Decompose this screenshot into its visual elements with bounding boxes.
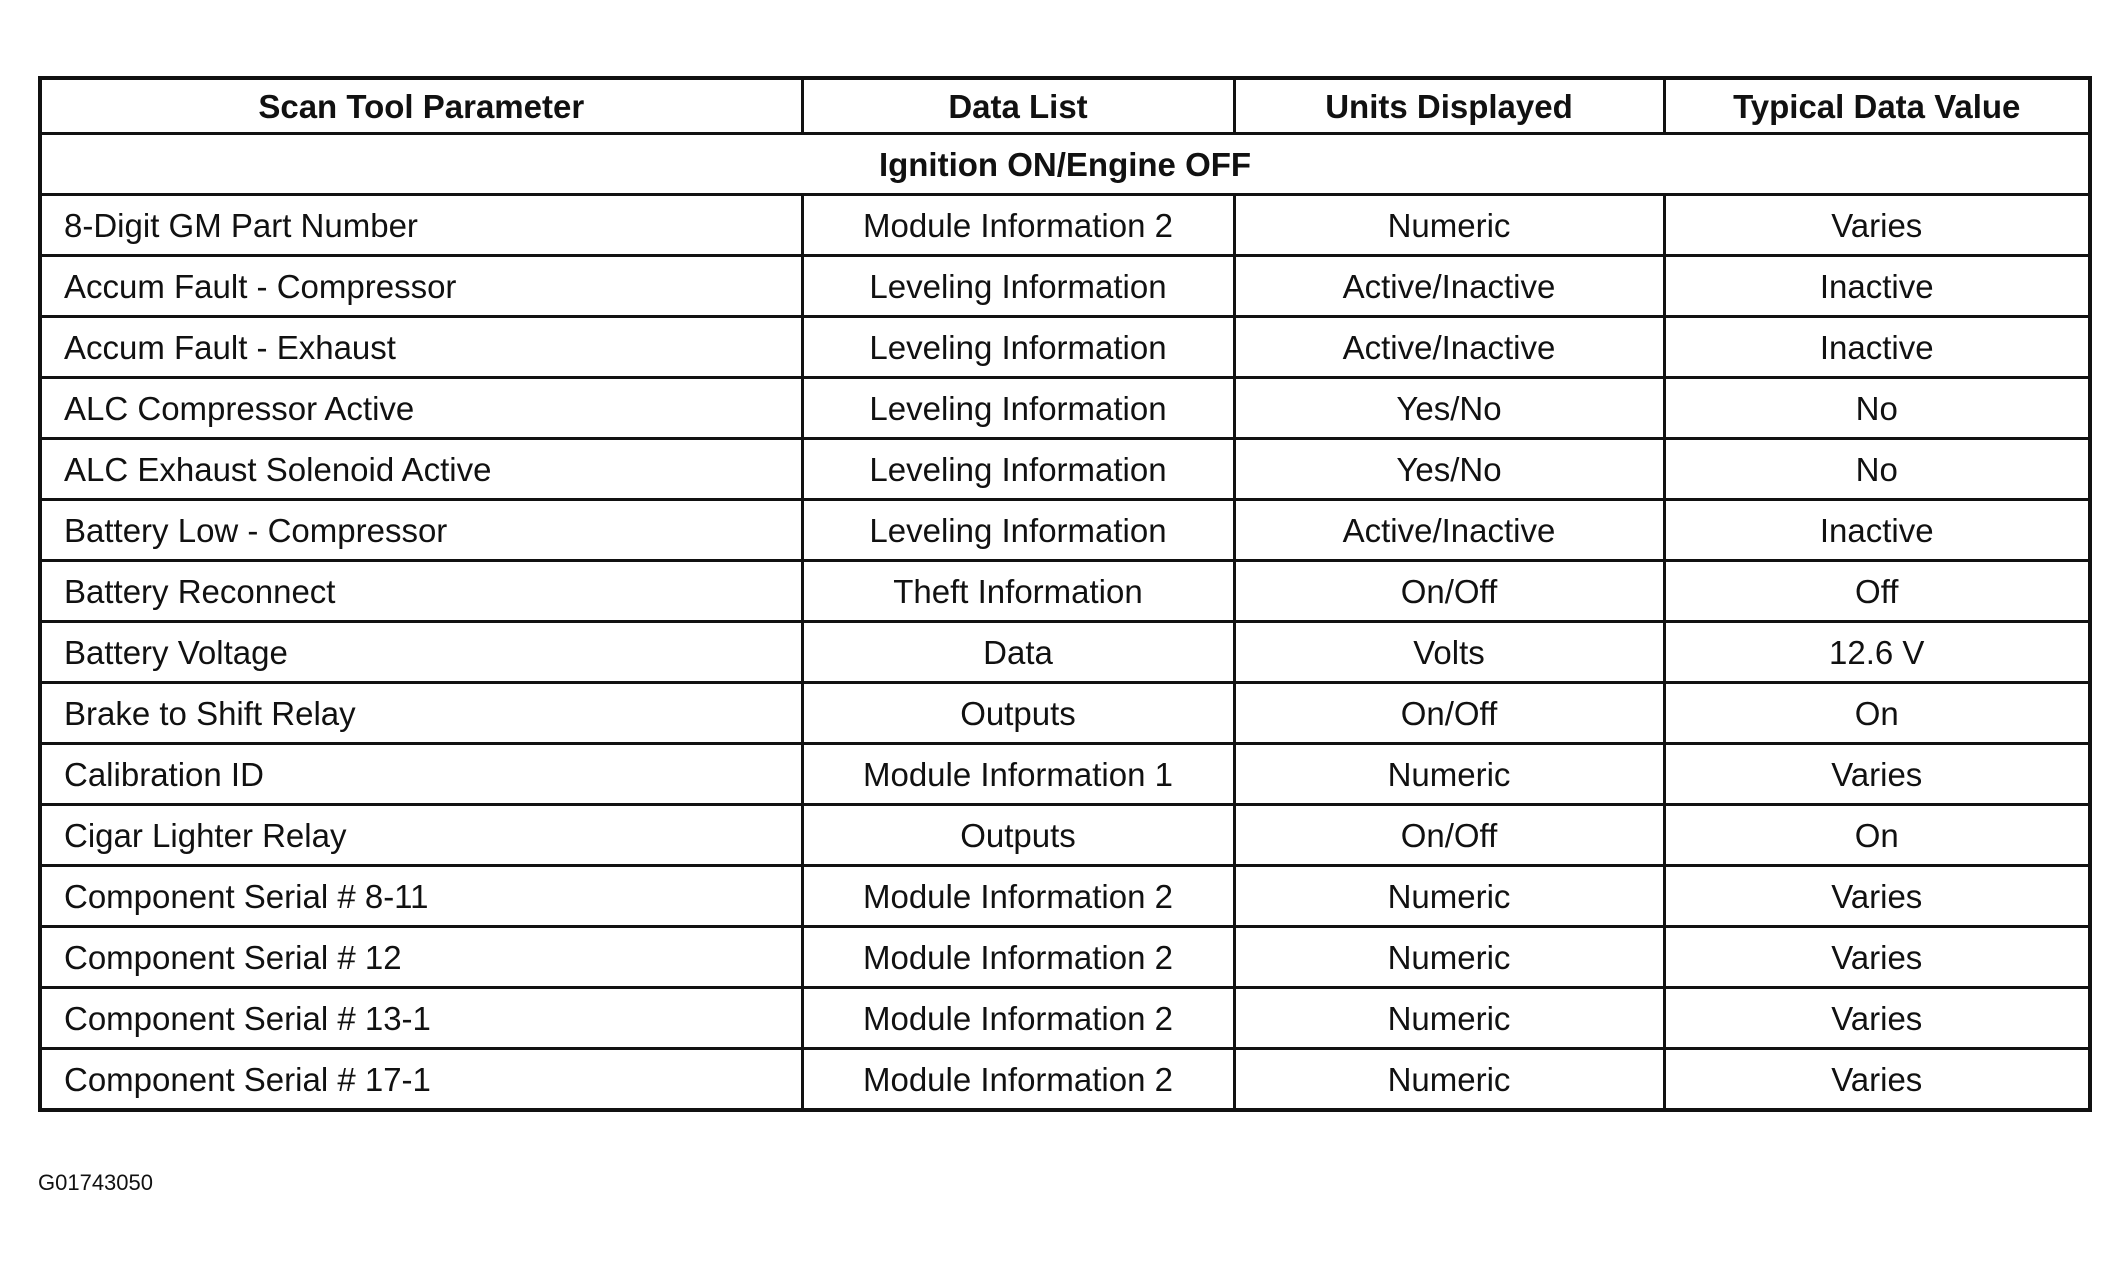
cell-units: Volts bbox=[1234, 622, 1664, 683]
cell-parameter: Battery Voltage bbox=[40, 622, 802, 683]
cell-parameter: ALC Compressor Active bbox=[40, 378, 802, 439]
section-title: Ignition ON/Engine OFF bbox=[40, 134, 2090, 195]
cell-typical-value: 12.6 V bbox=[1664, 622, 2090, 683]
cell-data-list: Leveling Information bbox=[802, 439, 1234, 500]
table-row bbox=[40, 500, 2090, 561]
cell-units: On/Off bbox=[1234, 805, 1664, 866]
cell-parameter: Battery Reconnect bbox=[40, 561, 802, 622]
cell-data-list: Data bbox=[802, 622, 1234, 683]
cell-parameter: Component Serial # 8-11 bbox=[40, 866, 802, 927]
cell-units: Numeric bbox=[1234, 988, 1664, 1049]
header-data-list: Data List bbox=[802, 78, 1234, 134]
cell-typical-value: Varies bbox=[1664, 866, 2090, 927]
cell-data-list: Leveling Information bbox=[802, 317, 1234, 378]
cell-parameter: Component Serial # 12 bbox=[40, 927, 802, 988]
cell-data-list: Outputs bbox=[802, 805, 1234, 866]
cell-units: Active/Inactive bbox=[1234, 256, 1664, 317]
cell-units: Numeric bbox=[1234, 195, 1664, 256]
table-row bbox=[40, 256, 2090, 317]
cell-data-list: Leveling Information bbox=[802, 500, 1234, 561]
cell-units: Numeric bbox=[1234, 927, 1664, 988]
header-units-displayed: Units Displayed bbox=[1234, 78, 1664, 134]
section-row bbox=[40, 134, 2090, 195]
cell-typical-value: No bbox=[1664, 439, 2090, 500]
table-row bbox=[40, 561, 2090, 622]
cell-parameter: Battery Low - Compressor bbox=[40, 500, 802, 561]
table-row bbox=[40, 622, 2090, 683]
cell-typical-value: Varies bbox=[1664, 1049, 2090, 1111]
cell-data-list: Theft Information bbox=[802, 561, 1234, 622]
cell-parameter: Accum Fault - Compressor bbox=[40, 256, 802, 317]
cell-typical-value: On bbox=[1664, 683, 2090, 744]
cell-parameter: ALC Exhaust Solenoid Active bbox=[40, 439, 802, 500]
cell-data-list: Leveling Information bbox=[802, 256, 1234, 317]
cell-typical-value: Inactive bbox=[1664, 256, 2090, 317]
cell-data-list: Module Information 2 bbox=[802, 988, 1234, 1049]
table-header-row bbox=[40, 78, 2090, 134]
cell-parameter: Calibration ID bbox=[40, 744, 802, 805]
cell-units: Numeric bbox=[1234, 1049, 1664, 1111]
cell-parameter: 8-Digit GM Part Number bbox=[40, 195, 802, 256]
cell-typical-value: Inactive bbox=[1664, 317, 2090, 378]
cell-units: Active/Inactive bbox=[1234, 317, 1664, 378]
cell-parameter: Accum Fault - Exhaust bbox=[40, 317, 802, 378]
scan-tool-data-table bbox=[38, 76, 2092, 1112]
cell-data-list: Module Information 2 bbox=[802, 1049, 1234, 1111]
cell-units: On/Off bbox=[1234, 561, 1664, 622]
cell-typical-value: Varies bbox=[1664, 988, 2090, 1049]
table-row bbox=[40, 195, 2090, 256]
cell-typical-value: Inactive bbox=[1664, 500, 2090, 561]
table-row bbox=[40, 988, 2090, 1049]
table-row bbox=[40, 1049, 2090, 1111]
table-row bbox=[40, 927, 2090, 988]
cell-units: Active/Inactive bbox=[1234, 500, 1664, 561]
header-scan-tool-parameter: Scan Tool Parameter bbox=[40, 78, 802, 134]
cell-data-list: Module Information 2 bbox=[802, 927, 1234, 988]
cell-data-list: Module Information 2 bbox=[802, 866, 1234, 927]
cell-data-list: Leveling Information bbox=[802, 378, 1234, 439]
table-row bbox=[40, 805, 2090, 866]
cell-units: Numeric bbox=[1234, 744, 1664, 805]
cell-units: On/Off bbox=[1234, 683, 1664, 744]
table-row bbox=[40, 378, 2090, 439]
cell-typical-value: Varies bbox=[1664, 744, 2090, 805]
cell-typical-value: On bbox=[1664, 805, 2090, 866]
cell-typical-value: Varies bbox=[1664, 927, 2090, 988]
figure-id: G01743050 bbox=[38, 1170, 153, 1195]
cell-units: Yes/No bbox=[1234, 378, 1664, 439]
cell-data-list: Outputs bbox=[802, 683, 1234, 744]
table-row bbox=[40, 683, 2090, 744]
table-row bbox=[40, 744, 2090, 805]
cell-typical-value: No bbox=[1664, 378, 2090, 439]
table-row bbox=[40, 866, 2090, 927]
cell-data-list: Module Information 1 bbox=[802, 744, 1234, 805]
cell-parameter: Brake to Shift Relay bbox=[40, 683, 802, 744]
cell-parameter: Cigar Lighter Relay bbox=[40, 805, 802, 866]
cell-parameter: Component Serial # 17-1 bbox=[40, 1049, 802, 1111]
table-row bbox=[40, 439, 2090, 500]
cell-data-list: Module Information 2 bbox=[802, 195, 1234, 256]
cell-parameter: Component Serial # 13-1 bbox=[40, 988, 802, 1049]
cell-typical-value: Off bbox=[1664, 561, 2090, 622]
cell-units: Numeric bbox=[1234, 866, 1664, 927]
header-typical-data-value: Typical Data Value bbox=[1664, 78, 2090, 134]
table-row bbox=[40, 317, 2090, 378]
cell-typical-value: Varies bbox=[1664, 195, 2090, 256]
cell-units: Yes/No bbox=[1234, 439, 1664, 500]
